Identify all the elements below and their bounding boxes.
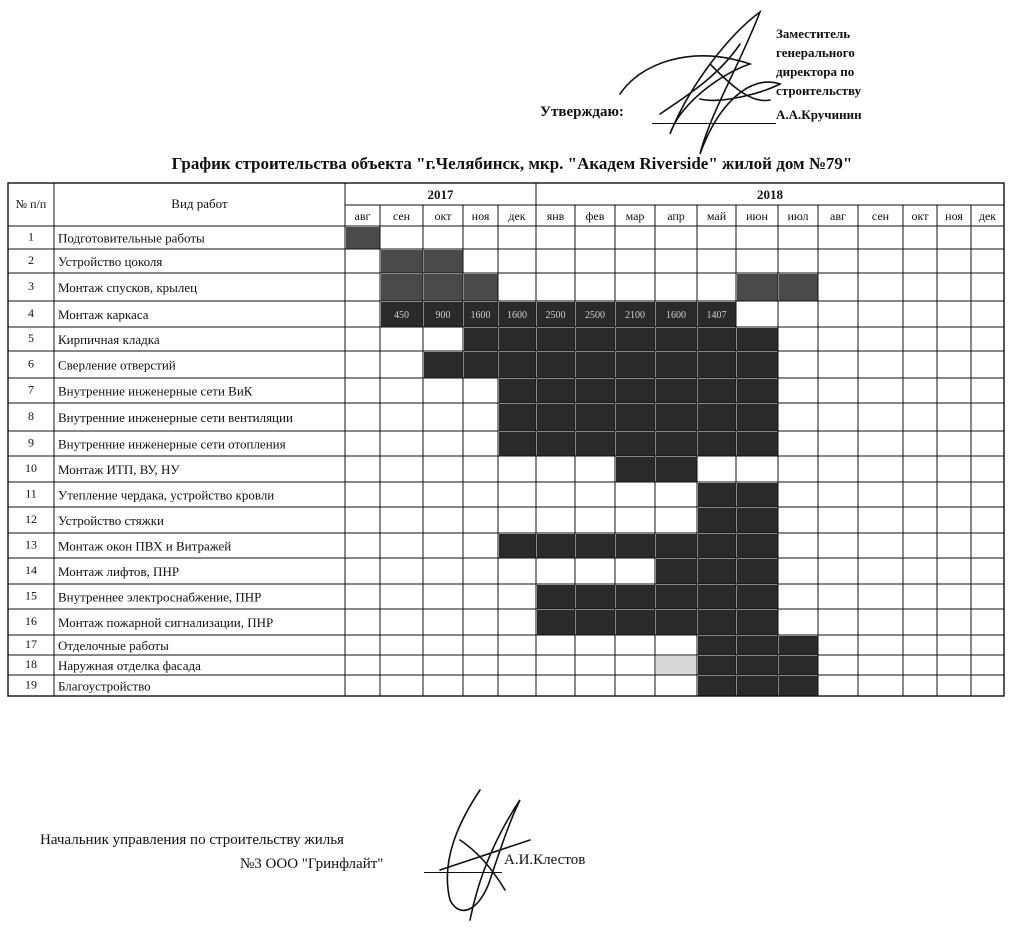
approval-name: А.А.Кручинин [776,107,862,122]
gantt-bar-cell [698,328,736,351]
gantt-bar-cell [737,274,778,301]
gantt-bar-cell [499,352,536,378]
gantt-bar-cell [576,585,615,609]
header-year: 2017 [427,187,454,202]
row-number: 1 [28,229,34,244]
row-number: 13 [25,537,37,552]
row-work-name: Наружная отделка фасада [58,658,201,673]
row-number: 12 [25,512,37,526]
gantt-bar-cell [698,508,736,533]
row-work-name: Утепление чердака, устройство кровли [58,487,275,503]
row-number: 2 [28,253,34,267]
gantt-bar-cell [424,250,463,273]
gantt-bar-cell [737,676,778,696]
row-work-name: Монтаж пожарной сигнализации, ПНР [58,615,274,630]
gantt-bar-cell [537,585,575,609]
row-work-name: Устройство цоколя [58,254,163,269]
row-number: 6 [28,356,34,371]
gantt-bar-cell [737,656,778,675]
gantt-bar-cell [537,534,575,558]
gantt-bar-cell [698,379,736,403]
header-number: № п/п [15,197,47,211]
gantt-cell-value: 1407 [706,310,727,321]
row-number: 11 [25,486,37,501]
gantt-bar-cell [346,227,380,249]
row-work-name: Внутреннее электроснабжение, ПНР [58,589,262,605]
gantt-bar-cell [698,676,736,696]
row-work-name: Внутренние инженерные сети ВиК [58,383,253,399]
gantt-bar-cell [698,432,736,456]
gantt-bar-cell [616,457,655,482]
row-work-name: Отделочные работы [58,638,169,653]
gantt-bar-cell [737,379,778,403]
gantt-bar-cell [537,610,575,635]
footer-signature-icon [420,780,540,930]
header-month: авг [354,209,371,223]
gantt-bar-cell [779,676,818,696]
gantt-bar-cell [656,352,697,378]
gantt-bar-cell [698,610,736,635]
gantt-cell-value: 900 [435,310,451,321]
gantt-bar-cell [616,610,655,635]
gantt-bar-cell [576,379,615,403]
header-month: дек [508,209,526,223]
row-work-name: Монтаж лифтов, ПНР [58,564,180,579]
gantt-bar-cell [616,585,655,609]
gantt-bar-cell [576,404,615,431]
document-title: График строительства объекта "г.Челябинск, мкр. "Академ Riverside" жилой дом №79" [171,154,853,173]
gantt-cell-value: 1600 [507,310,527,321]
gantt-bar-cell [656,379,697,403]
gantt-bar-cell [499,379,536,403]
gantt-bar-cell [698,559,736,584]
row-number: 7 [28,382,34,397]
gantt-bar-cell [698,404,736,431]
gantt-bar-cell [698,352,736,378]
header-month: сен [392,209,411,223]
gantt-bar-cell [616,328,655,351]
gantt-cell-value: 2500 [545,310,566,321]
gantt-bar-cell [656,559,697,584]
row-number: 15 [25,588,37,603]
gantt-bar-cell-light [656,656,697,675]
gantt-bar-cell [381,274,423,301]
row-number: 19 [25,677,37,692]
gantt-bar-cell [576,610,615,635]
header-month: окт [911,209,929,223]
gantt-bar-cell [698,483,736,507]
header-month: ноя [471,209,490,223]
row-work-name: Сверление отверстий [58,357,176,373]
row-work-name: Кирпичная кладка [58,332,160,347]
row-number: 5 [28,331,34,345]
gantt-bar-cell [537,379,575,403]
row-number: 16 [25,614,37,628]
row-work-name: Благоустройство [58,678,151,694]
gantt-bar-cell [737,610,778,635]
gantt-bar-cell [537,432,575,456]
approval-role-line: генерального [776,45,855,60]
approval-role-line: директора по [776,64,855,79]
header-month: фев [585,209,605,223]
gantt-bar-cell [499,432,536,456]
row-number: 4 [28,306,34,320]
gantt-bar-cell [656,610,697,635]
header-month: ноя [945,209,963,223]
gantt-bar-cell [537,352,575,378]
gantt-bar-cell [737,559,778,584]
gantt-bar-cell [616,404,655,431]
gantt-bar-cell [737,636,778,655]
header-month: июл [787,209,809,223]
gantt-bar-cell [698,656,736,675]
gantt-bar-cell [737,352,778,378]
gantt-cell-value: 2100 [625,310,645,321]
gantt-bar-cell [576,328,615,351]
header-month: сен [871,209,890,223]
row-work-name: Внутренние инженерные сети отопления [58,436,286,452]
gantt-bar-cell [779,656,818,675]
row-work-name: Монтаж окон ПВХ и Витражей [58,538,232,554]
gantt-bar-cell [499,534,536,558]
gantt-cell-value: 1600 [666,310,686,321]
row-work-name: Внутренние инженерные сети вентиляции [58,410,293,425]
gantt-bar-cell [737,585,778,609]
row-work-name: Монтаж спусков, крылец [58,280,198,295]
approval-role-line: строительству [776,83,862,98]
row-number: 10 [25,461,37,475]
footer-position-line2: №3 ООО "Гринфлайт" [240,856,384,872]
row-work-name: Подготовительные работы [58,230,205,246]
gantt-bar-cell [616,379,655,403]
gantt-bar-cell [656,457,697,482]
gantt-bar-cell [698,636,736,655]
gantt-bar-cell [656,432,697,456]
approval-label: Утверждаю: [540,104,624,120]
gantt-bar-cell [424,352,463,378]
gantt-bar-cell [737,328,778,351]
header-year: 2018 [757,187,783,202]
header-work-type: Вид работ [171,196,228,211]
row-work-name: Монтаж каркаса [58,307,149,322]
header-month: окт [434,209,452,223]
gantt-bar-cell [737,534,778,558]
gantt-bar-cell [779,274,818,301]
gantt-cell-value: 1600 [470,310,491,321]
header-month: дек [978,209,997,223]
gantt-bar-cell [576,534,615,558]
gantt-bar-cell [779,636,818,655]
gantt-bar-cell [576,352,615,378]
gantt-bar-cell [698,585,736,609]
row-number: 9 [28,435,34,450]
header-month: мар [625,209,645,223]
gantt-cell-value: 450 [394,310,409,321]
gantt-bar-cell [576,432,615,456]
gantt-bar-cell [537,328,575,351]
row-work-name: Устройство стяжки [58,513,164,528]
row-number: 3 [28,279,34,293]
row-work-name: Монтаж ИТП, ВУ, НУ [58,462,180,477]
gantt-bar-cell [737,508,778,533]
gantt-bar-cell [464,274,498,301]
gantt-bar-cell [737,483,778,507]
gantt-bar-cell [499,328,536,351]
footer-name: А.И.Клестов [504,852,586,868]
footer-signatory [40,828,383,876]
row-number: 14 [25,563,37,577]
gantt-bar-cell [616,352,655,378]
header-month: авг [830,209,846,223]
approval-role-line: Заместитель [776,26,851,41]
gantt-bar-cell [499,404,536,431]
gantt-bar-cell [656,404,697,431]
gantt-bar-cell [698,534,736,558]
row-number: 8 [28,409,34,423]
gantt-bar-cell [737,432,778,456]
row-number: 18 [25,657,37,671]
gantt-bar-cell [616,432,655,456]
header-month: май [706,209,727,223]
gantt-bar-cell [656,534,697,558]
header-month: апр [667,209,685,223]
gantt-bar-cell [424,274,463,301]
gantt-bar-cell [381,250,423,273]
footer-position-line1: Начальник управления по строительству жилья [40,832,344,848]
row-number: 17 [25,637,37,651]
header-month: июн [746,209,768,223]
gantt-bar-cell [464,352,498,378]
gantt-bar-cell [656,328,697,351]
gantt-bar-cell [537,404,575,431]
gantt-bar-cell [464,328,498,351]
gantt-bar-cell [616,534,655,558]
gantt-bar-cell [656,585,697,609]
gantt-bar-cell [737,404,778,431]
gantt-cell-value: 2500 [585,310,605,321]
header-month: янв [546,209,565,223]
